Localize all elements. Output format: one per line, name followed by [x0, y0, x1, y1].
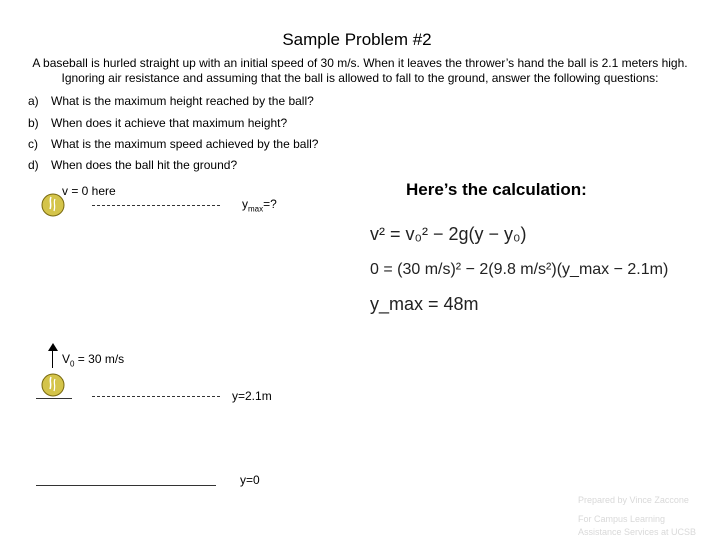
top-velocity-note: v = 0 here [62, 184, 116, 198]
credit-line-3: Assistance Services at UCSB [578, 527, 697, 537]
page-title: Sample Problem #2 [282, 30, 432, 49]
question-label: d) [28, 158, 39, 172]
question-a [28, 94, 314, 108]
question-d [28, 158, 237, 172]
question-text: What is the maximum height reached by the ball? [51, 94, 314, 108]
question-text: When does the ball hit the ground? [51, 158, 238, 172]
question-text: When does it achieve that maximum height? [51, 116, 288, 130]
ground-label: y=0 [240, 473, 260, 487]
credit-line-2: For Campus Learning [578, 514, 666, 524]
ymax-label: $y_{max}=$? [242, 197, 277, 214]
velocity-arrow-head-icon [48, 343, 58, 351]
start-height-line [92, 396, 220, 397]
result-equation: y_max = 48m [370, 294, 479, 314]
question-text: What is the maximum speed achieved by the ball? [51, 137, 319, 151]
max-height-line [92, 205, 220, 206]
question-label: b) [28, 116, 39, 130]
initial-velocity-label: $V_0 = 30$ m/s [62, 352, 125, 369]
calculation-heading: Here’s the calculation: [406, 180, 587, 199]
ground-line [36, 485, 216, 486]
question-label: a) [28, 94, 39, 108]
hand-ledge [36, 398, 72, 399]
kinematic-equation: v² = v₀² − 2g(y − y₀) [370, 224, 527, 244]
substitution-equation: 0 = (30 m/s)² − 2(9.8 m/s²)(y_max − 2.1m) [370, 261, 669, 278]
question-b [28, 116, 287, 130]
baseball-top-icon [40, 192, 66, 218]
credit-author: Prepared by Vince Zaccone [578, 495, 689, 505]
question-label: c) [28, 137, 38, 151]
velocity-arrow-shaft [52, 348, 53, 368]
problem-statement: A baseball is hurled straight up with an initial speed of 30 m/s. When it leaves the thrower’s hand the ball is 2.1 meters high. Ignoring air resistance and assuming that the ball is allowed to fall to the ground, answer the following questions: [32, 56, 688, 85]
baseball-bottom-icon [40, 372, 66, 398]
start-height-label: y=2.1m [232, 389, 272, 403]
question-c [28, 137, 318, 151]
